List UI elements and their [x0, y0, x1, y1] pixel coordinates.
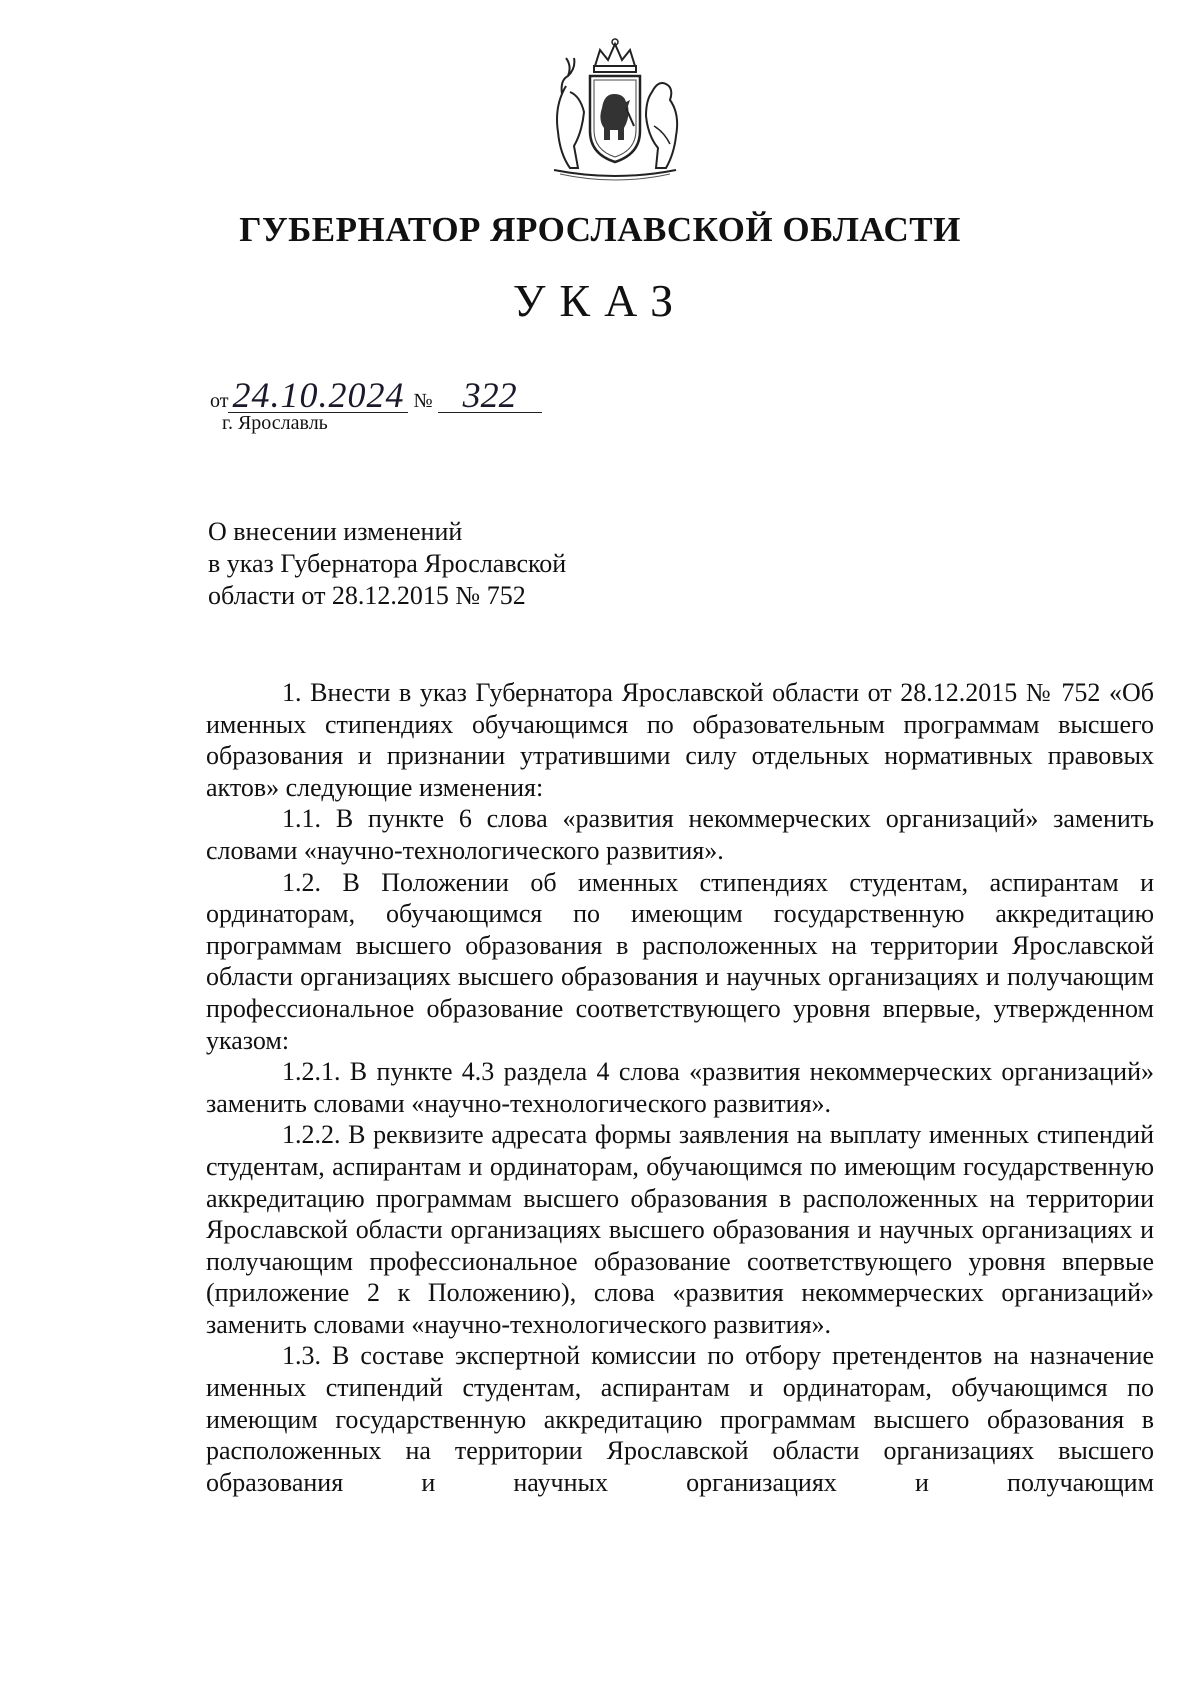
date-number-line [210, 375, 542, 415]
subject-line: в указ Губернатора Ярославской [208, 549, 567, 578]
date-prefix: от [210, 390, 229, 412]
city-label: г. Ярославль [222, 412, 328, 434]
body-paragraph: 1.2.1. В пункте 4.3 раздела 4 слова «развития некоммерческих организаций» заменить словами «научно-технологического развития». [206, 1057, 1154, 1118]
body-paragraph: 1. Внести в указ Губернатора Ярославской области от 28.12.2015 № 752 «Об именных стипендиях обучающимся по образовательным программам высшего образования и признании утратившими силу отдельных нормативных правовых актов» следующие изменения: [206, 678, 1154, 802]
subject-line: области от 28.12.2015 № 752 [208, 581, 526, 610]
number-prefix: № [413, 390, 433, 412]
body-paragraph: 1.1. В пункте 6 слова «развития некоммерческих организаций» заменить словами «научно-технологического развития». [206, 804, 1154, 865]
handwritten-number: 322 [438, 378, 542, 413]
coat-of-arms-icon [540, 36, 690, 186]
handwritten-date: 24.10.2024 [228, 378, 408, 413]
body-paragraph: 1.3. В составе экспертной комиссии по отбору претендентов на назначение именных стипендий студентам, аспирантам и ординаторам, обучающимся по имеющим государственную аккредитацию программам высшего образования в расположенных на территории Ярославской области организациях высшего образования и научных организациях и получающим [206, 1341, 1154, 1497]
issuing-authority-title: ГУБЕРНАТОР ЯРОСЛАВСКОЙ ОБЛАСТИ [239, 210, 961, 249]
body-paragraph: 1.2.2. В реквизите адресата формы заявления на выплату именных стипендий студентам, аспирантам и ординаторам, обучающимся по имеющим государственную аккредитацию программам высшего образования в расположенных на территории Ярославской области организациях высшего образования и научных организациях и получающим профессиональное образование соответствующего уровня впервые (приложение 2 к Положению), слова «развития некоммерческих организаций» заменить словами «научно-технологического развития». [206, 1120, 1154, 1339]
body-paragraph: 1.2. В Положении об именных стипендиях студентам, аспирантам и ординаторам, обучающимся по имеющим государственную аккредитацию программам высшего образования в расположенных на территории Ярославской области организациях высшего образования и научных организациях и получающим профессиональное образование соответствующего уровня впервые, утвержденном указом: [206, 867, 1154, 1055]
subject-line: О внесении изменений [208, 517, 463, 546]
document-body [206, 677, 1154, 1498]
document-subject [208, 516, 566, 612]
document-type-title: УКАЗ [512, 275, 688, 326]
